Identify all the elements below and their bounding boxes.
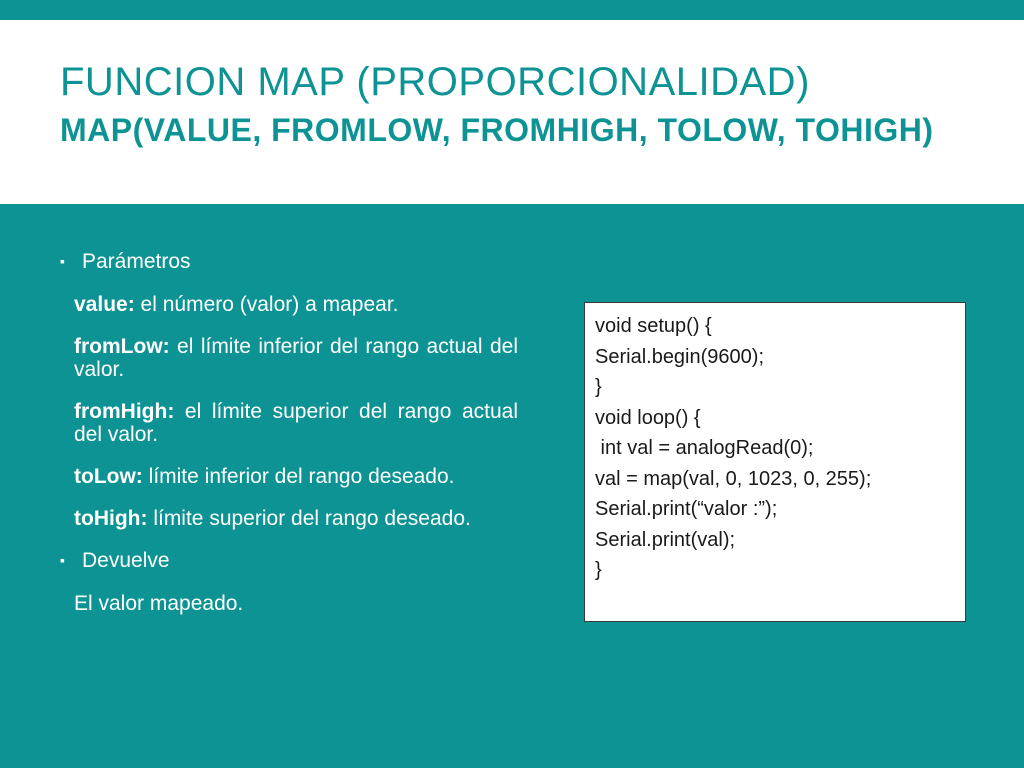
param-desc: límite superior del rango deseado. [147,507,471,530]
parameters-column [58,250,518,615]
code-line: Serial.print(val); [595,528,736,551]
code-line: val = map(val, 0, 1023, 0, 255); [595,467,872,490]
title-area [0,20,1024,204]
bullet-parametros-label: Parámetros [82,250,191,273]
param-name: toLow: [74,465,143,488]
param-value [74,293,518,316]
param-tohigh [74,507,518,530]
param-tolow [74,465,518,488]
code-box [584,302,966,622]
code-line: void setup() { [595,315,712,337]
param-desc: el límite inferior del rango actual del valor. [74,335,518,381]
param-desc: el número (valor) a mapear. [134,293,399,316]
code-line: Serial.print(“valor :”); [595,498,778,520]
param-name: value: [74,293,135,316]
param-desc: límite inferior del rango deseado. [142,465,455,488]
bullet-parametros [58,250,518,273]
devuelve-text: El valor mapeado. [74,592,244,615]
param-name: fromLow: [74,335,170,358]
param-name: toHigh: [74,507,148,530]
param-fromhigh [74,400,518,446]
param-fromlow [74,335,518,381]
code-line: } [595,559,602,581]
top-accent-bar [0,0,1024,20]
code-line: void loop() { [595,406,701,429]
slide-subtitle: MAP(VALUE, FROMLOW, FROMHIGH, TOLOW, TOHIGH) [60,112,934,148]
bullet-icon: ▪ [60,552,65,568]
bullet-devuelve-label: Devuelve [82,549,170,572]
bullet-devuelve [58,549,518,572]
code-line: int val = analogRead(0); [595,437,814,459]
param-name: fromHigh: [74,400,175,423]
code-line: } [595,376,602,398]
bullet-icon: ▪ [60,253,65,269]
content-area [0,204,1024,768]
slide-title: FUNCION MAP (PROPORCIONALIDAD) [60,60,810,104]
code-line: Serial.begin(9600); [595,345,764,368]
param-desc: el límite superior del rango actual del valor. [74,400,518,446]
